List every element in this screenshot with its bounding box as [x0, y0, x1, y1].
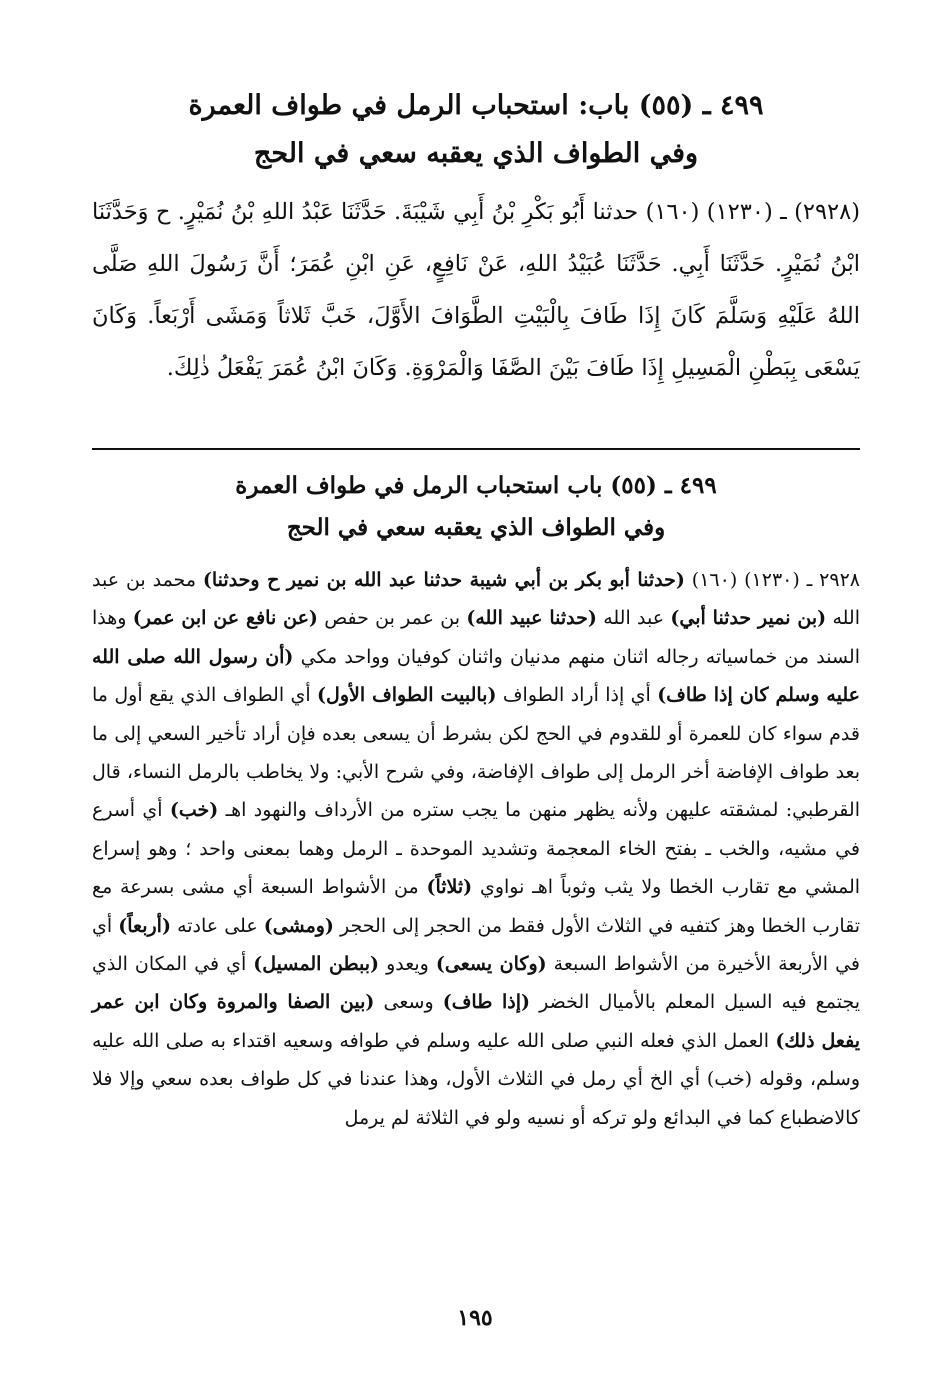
explanation-text: بن عمر بن حفص	[324, 607, 461, 630]
explanation-text: أي أسرع في مشيه، والخب ـ بفتح الخاء المعجمة وتشديد الموحدة ـ الرمل وهما بمعنى واحد ؛ وهو إسراع المشي مع تقارب الخطا ولا يثب وثوباً اهـ نواوي	[92, 799, 861, 899]
explanation-text: محمد بن عبد الله	[92, 569, 860, 630]
quoted-text: (أن رسول الله صلى الله عليه وسلم كان إذا طاف)	[92, 645, 860, 707]
explanation-text: أي الطواف الذي يقع أول ما قدم سواء كان للعمرة أو للقدوم في الحج لكن بشرط أن يسعى بعده فإن أراد تأخير السعي إلى ما بعد طواف الإفاضة أخر الرمل إلى طواف الإفاضة، وفي شرح الأبي: ولا يخاطب بالرمل النساء، قال القرطبي: لمشقته عليهن ولأنه يظهر منهن ما يجب ستره من الأرداف والنهود اهـ	[92, 684, 860, 822]
chapter-title-line-1: ٤٩٩ ـ (٥٥) باب: استحباب الرمل في طواف العمرة	[188, 90, 764, 121]
quoted-text: (حدثنا أبو بكر بن أبي شيبة حدثنا عبد الله بن نمير ح وحدثنا)	[202, 569, 685, 591]
explanation-text: من الأشواط السبعة أي مشى بسرعة مع تقارب الخطا وهز كتفيه في الثلاث الأول فقط من الحجر إلى الحجر	[92, 876, 861, 937]
commentary-title-line-1: ٤٩٩ ـ (٥٥) باب استحباب الرمل في طواف العمرة	[235, 472, 717, 499]
explanation-text: عبد الله	[603, 607, 665, 630]
quoted-text: (إذا طاف)	[442, 991, 531, 1014]
commentary-title-line-2: وفي الطواف الذي يعقبه سعي في الحج	[286, 514, 666, 541]
page-number: ١٩٥	[457, 1305, 493, 1331]
quoted-text: (وكان يسعى)	[435, 953, 547, 976]
section-divider	[92, 448, 860, 450]
explanation-text: وهذا السند من خماسياته رجاله اثنان منهم مدنيان واثنان كوفيان وواحد مكي	[92, 607, 860, 668]
explanation-text: على عادته	[177, 914, 258, 937]
chapter-title-line-2: وفي الطواف الذي يعقبه سعي في الحج	[253, 138, 699, 169]
explanation-text: ويعدو	[386, 953, 429, 976]
hadith-text: (٢٩٢٨) ـ (١٢٣٠) (١٦٠) حدثنا أَبُو بَكْرِ بْنُ أَبِي شَيْبَةَ. حَدَّثَنَا عَبْدُ اللهِ بْنُ نُمَيْرٍ. ح وَحَدَّثَنَا ابْنُ نُمَيْرٍ. حَدَّثَنَا أَبِي. حَدَّثَنَا عُبَيْدُ اللهِ، عَنْ نَافِعٍ، عَنِ ابْنِ عُمَرَ؛ أَنَّ رَسُولَ اللهِ صَلَّى اللهُ عَلَيْهِ وَسَلَّمَ كَانَ إِذَا طَافَ بِالْبَيْتِ الطَّوَافَ الأَوَّلَ، خَبَّ ثَلاثاً وَمَشَى أَرْبَعاً. وَكَانَ يَسْعَى بِبَطْنِ الْمَسِيلِ إِذَا طَافَ بَيْنَ الصَّفَا وَالْمَرْوَةِ. وَكَانَ ابْنُ عُمَرَ يَفْعَلُ ذٰلِكَ.	[92, 199, 860, 381]
quoted-text: (بين الصفا والمروة وكان ابن عمر يفعل ذلك)	[92, 991, 860, 1052]
quoted-text: (ببطن المسيل)	[253, 953, 380, 976]
quoted-text: (بن نمير حدثنا أبي)	[670, 607, 827, 630]
quoted-text: (ومشى)	[263, 914, 334, 937]
explanation-text: وسعى	[383, 991, 434, 1014]
commentary-section	[92, 465, 860, 1156]
quoted-text: (حدثنا عبيد الله)	[466, 607, 597, 630]
commentary-text	[92, 561, 860, 1137]
hadith-number: ٢٩٢٨ ـ (١٢٣٠) (١٦٠)	[691, 569, 860, 591]
hadith-section	[92, 82, 860, 417]
quoted-text: (ثلاثاً)	[426, 876, 473, 899]
quoted-text: (عن نافع عن ابن عمر)	[132, 607, 318, 630]
explanation-text: أي في المكان الذي يجتمع فيه السيل المعلم بالأميال الخضر	[92, 953, 861, 1014]
explanation-text: العمل الذي فعله النبي صلى الله عليه وسلم في طوافه وسعيه اقتداء به صلى الله عليه وسلم، وقوله (خب) أي الخ أي رمل في الثلاث الأول، وهذا عندنا في كل طواف بعده سعي وإلا فلا كالاضطباع كما في البدائع ولو تركه أو نسيه ولو في الثلاثة لم يرمل	[92, 1029, 860, 1129]
quoted-text: (أربعاً)	[118, 914, 171, 937]
quoted-text: (خب)	[169, 799, 219, 822]
explanation-text: أي إذا أراد الطواف	[502, 684, 651, 707]
explanation-text: أي في الأربعة الأخيرة من الأشواط السبعة	[92, 914, 861, 976]
quoted-text: (بالبيت الطواف الأول)	[317, 684, 497, 707]
